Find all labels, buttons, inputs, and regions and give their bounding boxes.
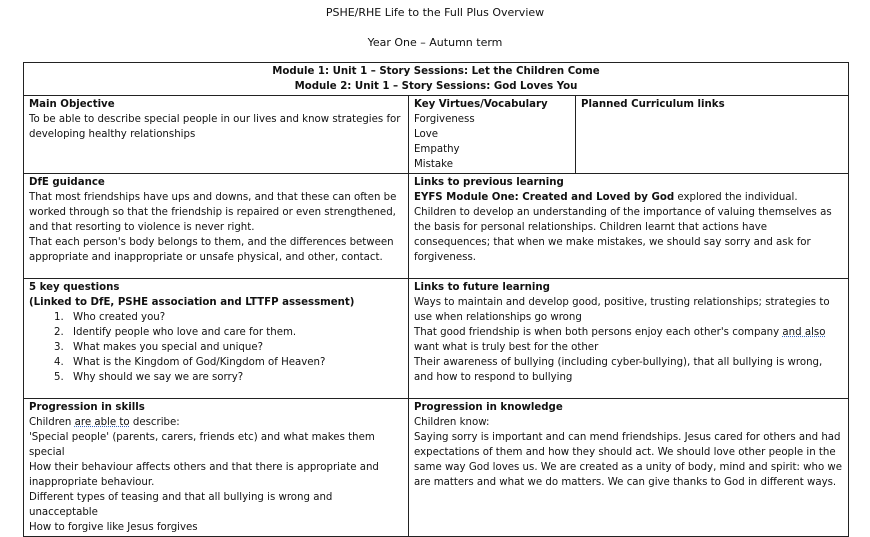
- future-learning-underlined: and also: [782, 327, 826, 338]
- virtues-cell: [409, 96, 576, 174]
- key-question: 1. Who created you?: [67, 310, 403, 325]
- document-subtitle: Year One – Autumn term: [367, 36, 503, 49]
- previous-learning-heading: Links to previous learning: [414, 177, 564, 188]
- module-2-title: Module 2: Unit 1 – Story Sessions: God Loves You: [294, 81, 578, 92]
- overview-table: [23, 62, 849, 537]
- guidance-row: [24, 174, 849, 279]
- key-questions-heading: 5 key questions: [29, 282, 120, 293]
- main-objective-heading: Main Objective: [29, 99, 115, 110]
- future-learning-paragraph: Ways to maintain and develop good, positive, trusting relationships; strategies to use when relationships go wrong: [414, 297, 830, 323]
- progression-knowledge-heading: Progression in knowledge: [414, 402, 563, 413]
- questions-row: [24, 279, 849, 399]
- skill-line: How their behaviour affects others and that there is appropriate and inappropriate behaviour.: [29, 462, 379, 488]
- curriculum-links-heading: Planned Curriculum links: [581, 99, 725, 110]
- key-question: 3. What makes you special and unique?: [67, 340, 403, 355]
- previous-learning-cell: [409, 174, 849, 279]
- objective-row: [24, 96, 849, 174]
- skill-line: Different types of teasing and that all bullying is wrong and unacceptable: [29, 492, 333, 518]
- previous-learning-module-name: EYFS Module One: Created and Loved by God: [414, 192, 675, 203]
- skill-line: 'Special people' (parents, carers, friends etc) and what makes them special: [29, 432, 375, 458]
- previous-learning-text: [414, 190, 843, 265]
- progression-skills-intro: [29, 415, 403, 430]
- dfe-guidance-paragraph: That each person's body belongs to them, and the differences between appropriate and inappropriate or unsafe physical, and other, contact.: [29, 237, 394, 263]
- future-learning-text: That good friendship is when both persons enjoy each other's company: [414, 327, 783, 338]
- virtue-item: Love: [414, 129, 439, 140]
- future-learning-paragraph: [414, 325, 843, 355]
- progression-knowledge-text: Saying sorry is important and can mend friendships. Jesus cared for others and had expectations of them and how they should act. We should love other people in the same way God loves us. We are created as a unity of body, mind and spirit: who we are matters and what we do matters. We can give thanks to God in different ways.: [414, 432, 843, 488]
- previous-learning-body: explored the individual. Children to develop an understanding of the importance of valuing themselves as the basis for personal relationships. Children learnt that actions have consequences; that when we make mistakes, we should say sorry and ask for forgiveness.: [414, 192, 832, 263]
- module-header-row: [24, 63, 849, 96]
- curriculum-links-cell: [576, 96, 849, 174]
- progression-knowledge-cell: [409, 399, 849, 537]
- key-questions-cell: [24, 279, 409, 399]
- key-questions-list: [67, 310, 403, 385]
- dfe-guidance-heading: DfE guidance: [29, 177, 105, 188]
- module-header-cell: [24, 63, 849, 96]
- future-learning-cell: [409, 279, 849, 399]
- progression-skills-cell: [24, 399, 409, 537]
- key-question: 5. Why should we say we are sorry?: [67, 370, 403, 385]
- key-question: 2. Identify people who love and care for them.: [67, 325, 403, 340]
- future-learning-text: want what is truly best for the other: [414, 342, 599, 353]
- dfe-guidance-cell: [24, 174, 409, 279]
- virtue-item: Forgiveness: [414, 114, 475, 125]
- future-learning-paragraph: Their awareness of bullying (including cyber-bullying), that all bullying is wrong, and how to respond to bullying: [414, 357, 823, 383]
- dfe-guidance-paragraph: That most friendships have ups and downs, and that these can often be worked through so that the friendship is repaired or even strengthened, and that resorting to violence is never right.: [29, 192, 397, 233]
- skills-intro-text: Children: [29, 417, 75, 428]
- virtues-heading: Key Virtues/Vocabulary: [414, 99, 548, 110]
- progression-skills-heading: Progression in skills: [29, 402, 145, 413]
- main-objective-text: To be able to describe special people in our lives and know strategies for developing healthy relationships: [29, 114, 401, 140]
- virtue-item: Mistake: [414, 159, 453, 170]
- key-question: 4. What is the Kingdom of God/Kingdom of Heaven?: [67, 355, 403, 370]
- virtue-item: Empathy: [414, 144, 460, 155]
- document-title: PSHE/RHE Life to the Full Plus Overview: [325, 6, 545, 19]
- skill-line: How to forgive like Jesus forgives: [29, 522, 198, 533]
- future-learning-heading: Links to future learning: [414, 282, 550, 293]
- progression-row: [24, 399, 849, 537]
- progression-knowledge-intro: Children know:: [414, 417, 490, 428]
- module-1-title: Module 1: Unit 1 – Story Sessions: Let the Children Come: [272, 66, 600, 77]
- key-questions-subheading: (Linked to DfE, PSHE association and LTTFP assessment): [29, 297, 355, 308]
- skills-intro-underlined: are able to: [74, 417, 130, 428]
- skills-intro-text: describe:: [129, 417, 180, 428]
- main-objective-cell: [24, 96, 409, 174]
